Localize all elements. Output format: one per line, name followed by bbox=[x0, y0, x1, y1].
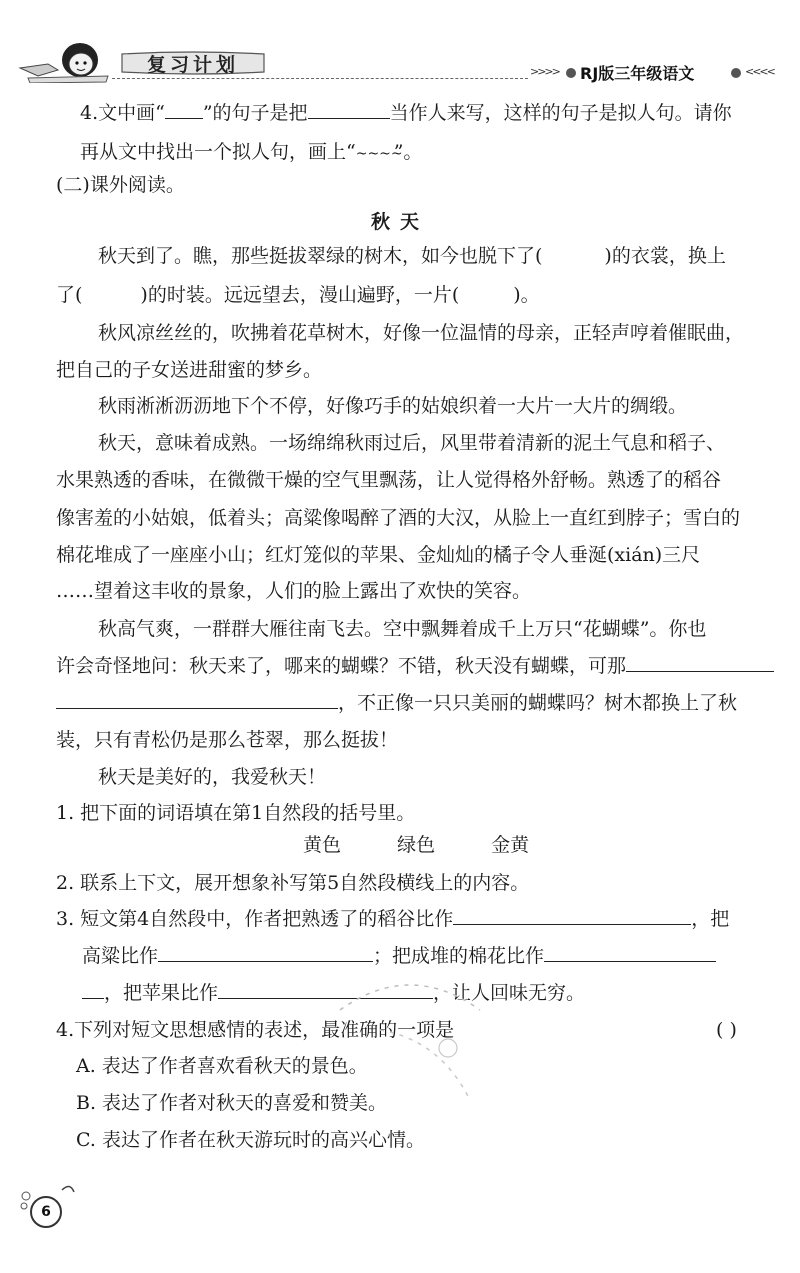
word-choice: 绿色 bbox=[397, 834, 436, 856]
p3-line1: 秋雨淅淅沥沥地下个不停，好像巧手的姑娘织着一大片一大片的绸缎。 bbox=[98, 395, 688, 417]
section-title: 复习计划 bbox=[146, 53, 239, 76]
text: 3. 短文第4自然段中，作者把熟透了的稻谷比作 bbox=[56, 908, 454, 930]
answer-blank[interactable] bbox=[544, 941, 716, 962]
prev-q4-line2 bbox=[80, 137, 422, 169]
p4-line1: 秋天，意味着成熟。一场绵绵秋雨过后，风里带着清新的泥土气息和稻子、 bbox=[98, 432, 726, 454]
option-a[interactable]: A. 表达了作者喜欢看秋天的景色。 bbox=[76, 1055, 368, 1077]
wavy-underline-icon: ~~~~ bbox=[355, 146, 403, 162]
p1-line1 bbox=[98, 241, 726, 271]
text: 当作人来写，这样的句子是拟人句。请你 bbox=[389, 102, 732, 124]
dot-icon bbox=[731, 68, 741, 78]
answer-paren[interactable]: ( ) bbox=[716, 1019, 737, 1041]
header-divider bbox=[112, 78, 528, 79]
text: 秋天到了。瞧，那些挺拔翠绿的树木，如今也脱下了( bbox=[98, 245, 543, 267]
text: ，不正像一只只美丽的蝴蝶吗？树木都换上了秋 bbox=[338, 692, 738, 714]
prev-q4-line1 bbox=[80, 98, 732, 128]
question-3-line1 bbox=[56, 904, 729, 934]
answer-blank[interactable] bbox=[82, 978, 104, 999]
p5-line1: 秋高气爽，一群群大雁往南飞去。空中飘舞着成千上万只“花蝴蝶”。你也 bbox=[98, 618, 707, 640]
p2-line1: 秋风凉丝丝的，吹拂着花草树木，好像一位温情的母亲，正轻声哼着催眠曲， bbox=[98, 322, 745, 344]
p5-line2 bbox=[56, 651, 774, 681]
answer-blank[interactable] bbox=[165, 98, 203, 119]
text: 了( bbox=[56, 284, 83, 306]
text: )的衣裳，换上 bbox=[604, 245, 726, 267]
text: ，把苹果比作 bbox=[104, 982, 219, 1004]
text: ；把成堆的棉花比作 bbox=[373, 945, 545, 967]
text: 4.文中画“ bbox=[80, 102, 165, 124]
p1-line2 bbox=[56, 280, 540, 310]
arrow-left-icon: <<<< bbox=[745, 65, 774, 78]
arrow-right-icon: >>>> bbox=[530, 65, 559, 78]
text: ，让人回味无穷。 bbox=[433, 982, 586, 1004]
p4-line2: 水果熟透的香味，在微微干燥的空气里飘荡，让人觉得格外舒畅。熟透了的稻谷 bbox=[56, 469, 722, 491]
question-4: 4.下列对短文思想感情的表述，最准确的一项是 bbox=[56, 1019, 455, 1041]
text: )的时装。远远望去，漫山遍野，一片( bbox=[140, 284, 460, 306]
answer-blank[interactable] bbox=[218, 978, 433, 999]
p4-line3: 像害羞的小姑娘，低着头；高粱像喝醉了酒的大汉，从脸上一直红到脖子；雪白的 bbox=[56, 507, 741, 529]
p5-line4: 装，只有青松仍是那么苍翠，那么挺拔！ bbox=[56, 729, 399, 751]
p4-line4: 棉花堆成了一座座小山；红灯笼似的苹果、金灿灿的橘子令人垂涎(xián)三尺 bbox=[56, 544, 701, 566]
text: ”的句子是把 bbox=[202, 102, 308, 124]
p4-line5: ……望着这丰收的景象，人们的脸上露出了欢快的笑容。 bbox=[56, 580, 532, 602]
question-3-line3 bbox=[82, 978, 585, 1008]
grade-tag: RJ版三年级语文 bbox=[580, 64, 695, 83]
section-heading: (二)课外阅读。 bbox=[56, 174, 185, 196]
p2-line2: 把自己的子女送进甜蜜的梦乡。 bbox=[56, 359, 323, 381]
p5-line3 bbox=[56, 688, 737, 718]
text: 许会奇怪地问：秋天来了，哪来的蝴蝶？不错，秋天没有蝴蝶，可那 bbox=[56, 655, 627, 677]
question-1: 1. 把下面的词语填在第1自然段的括号里。 bbox=[56, 802, 416, 824]
text: ”。 bbox=[393, 141, 423, 163]
answer-blank[interactable] bbox=[56, 688, 338, 709]
p6-line1: 秋天是美好的，我爱秋天！ bbox=[98, 766, 327, 788]
question-3-line2 bbox=[82, 941, 716, 971]
option-c[interactable]: C. 表达了作者在秋天游玩时的高兴心情。 bbox=[76, 1129, 425, 1151]
answer-blank[interactable] bbox=[626, 651, 774, 672]
text: 高粱比作 bbox=[82, 945, 159, 967]
answer-blank[interactable] bbox=[453, 904, 691, 925]
text: )。 bbox=[513, 284, 540, 306]
mascot-girl-icon bbox=[18, 28, 113, 83]
word-choice: 金黄 bbox=[491, 834, 530, 856]
question-2: 2. 联系上下文，展开想象补写第5自然段横线上的内容。 bbox=[56, 872, 530, 894]
answer-blank[interactable] bbox=[158, 941, 373, 962]
word-choices bbox=[303, 830, 579, 860]
option-b[interactable]: B. 表达了作者对秋天的喜爱和赞美。 bbox=[76, 1092, 388, 1114]
answer-blank[interactable] bbox=[308, 98, 390, 119]
text: ，把 bbox=[691, 908, 730, 930]
dot-icon bbox=[566, 68, 576, 78]
word-choice: 黄色 bbox=[303, 834, 342, 856]
page-number: 6 bbox=[30, 1196, 62, 1228]
page-header bbox=[0, 0, 800, 90]
text: 再从文中找出一个拟人句，画上“ bbox=[80, 141, 356, 163]
passage-title: 秋天 bbox=[370, 211, 429, 233]
